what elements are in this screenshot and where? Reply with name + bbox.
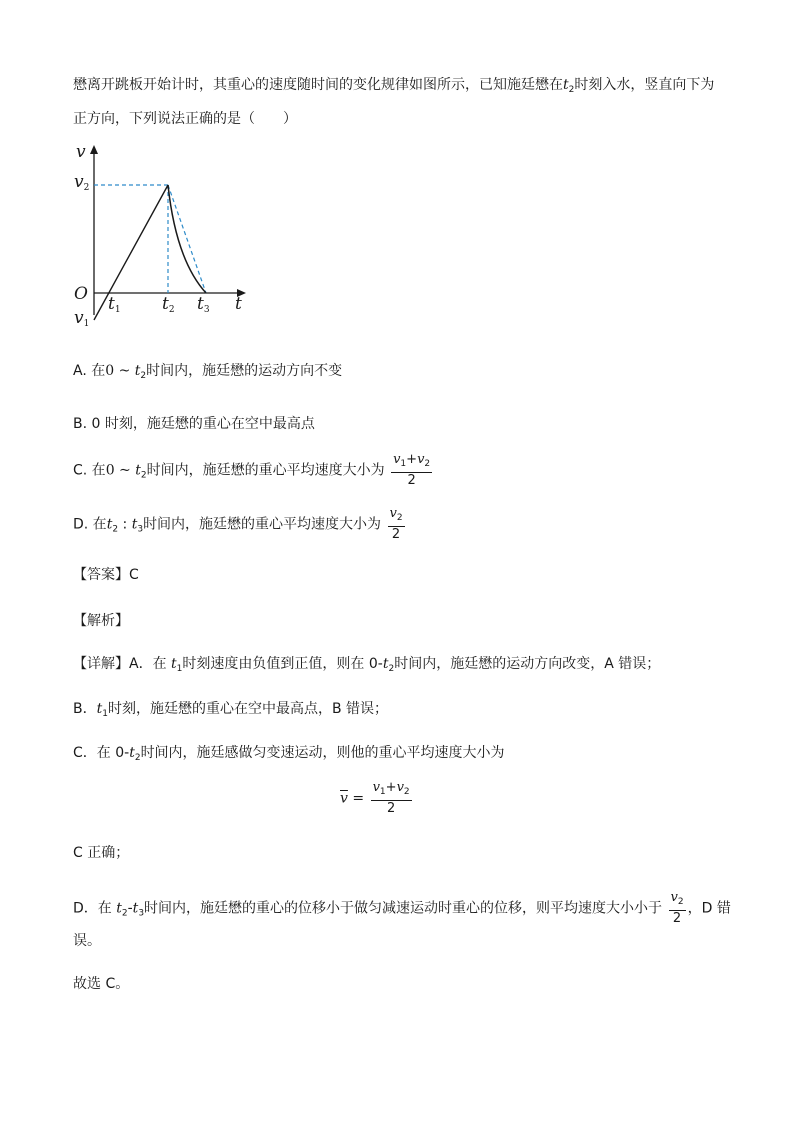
- question-line-1: [73, 74, 714, 95]
- y-axis-arrow: [90, 145, 98, 154]
- option-c-fraction: $\frac{v_1+v_2}{2}$: [393, 452, 431, 488]
- option-c: C. 在0 ~ $t_2$时间内，施廷懋的重心平均速度大小为 $\frac{v_1+v_2}{2}$: [73, 452, 431, 488]
- velocity-time-graph: [60, 140, 260, 340]
- option-b: B. 0 时刻，施廷懋的重心在空中最高点: [73, 416, 315, 432]
- answer-value: C: [129, 567, 139, 583]
- analysis-label: 【解析】: [73, 613, 129, 629]
- question-text-2: 正方向，下列说法正确的是（ ）: [73, 111, 297, 127]
- v1-label: $v_1$: [74, 308, 90, 329]
- answer-label: 【答案】: [73, 567, 129, 583]
- option-d: D. 在$t_2$ : $t_3$时间内，施廷懋的重心平均速度大小为 $\frac{v_2}{2}$: [73, 506, 403, 542]
- formula-vbar: $\overline{v}$: [340, 790, 348, 807]
- t1-label: $t_1$: [108, 294, 121, 315]
- var-t2-sub: 2: [568, 85, 575, 95]
- t2-label: $t_2$: [162, 294, 175, 315]
- origin-label: O: [74, 284, 88, 304]
- analysis-a: 【详解】A．在 $t_1$时刻速度由负值到正值，则在 $0-t_2$时间内，施廷懋的运动方向改变，A 错误；: [73, 656, 661, 674]
- answer-line: [73, 564, 139, 584]
- uniform-decel-dashed-line: [168, 185, 206, 293]
- question-text-1-end: 时刻入水，竖直向下为: [574, 77, 715, 93]
- y-axis-label: v: [76, 142, 86, 162]
- analysis-d: D．在 $t_2-t_3$时间内，施廷懋的重心的位移小于做匀减速运动时重心的位移，则平均速度大小小于 $\frac{v_2}{2}$ ，D 错: [73, 890, 731, 926]
- analysis-d-fraction: $\frac{v_2}{2}$: [670, 890, 684, 926]
- formula-equals: =: [352, 790, 365, 807]
- t3-label: $t_3$: [197, 294, 210, 315]
- analysis-d-line2: 误。: [73, 933, 101, 949]
- analysis-c-conclusion: C 正确；: [73, 845, 130, 861]
- option-a: A. 在0 ~ $t_2$时间内，施廷懋的运动方向不变: [73, 363, 343, 381]
- option-d-fraction: $\frac{v_2}{2}$: [389, 506, 403, 542]
- formula-fraction: $\frac{v_1+v_2}{2}$: [372, 780, 410, 816]
- x-axis-label: t: [235, 294, 242, 314]
- average-velocity-formula: [340, 780, 414, 817]
- question-line-2: [73, 108, 297, 128]
- var-t2: t: [563, 77, 569, 93]
- velocity-line: [94, 185, 168, 320]
- v2-label: $v_2$: [74, 172, 90, 193]
- analysis-b: B．$t_1$时刻，施廷懋的重心在空中最高点，B 错误；: [73, 701, 389, 719]
- final-answer: 故选 C。: [73, 976, 130, 992]
- question-text-1: 懋离开跳板开始计时，其重心的速度随时间的变化规律如图所示，已知施廷懋在: [73, 77, 563, 93]
- analysis-c: C．在 $0-t_2$时间内，施廷感做匀变速运动，则他的重心平均速度大小为: [73, 745, 505, 763]
